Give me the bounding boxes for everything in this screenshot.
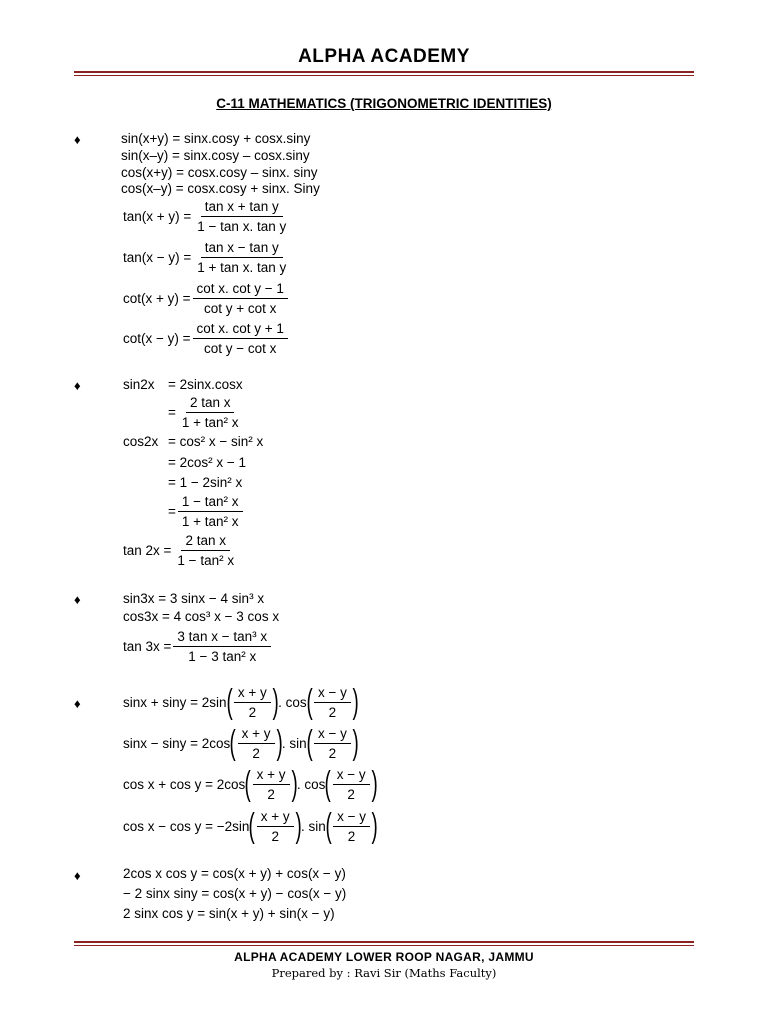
- right-paren: ): [352, 723, 359, 762]
- product-to-sum-3: 2 sinx cos y = sin(x + y) + sin(x − y): [123, 906, 335, 921]
- frac-num: x + y: [257, 808, 294, 827]
- right-paren: ): [371, 806, 378, 845]
- cos2x-eq2: = 2cos² x − 1: [168, 455, 247, 470]
- tan-diff-identity: [123, 239, 292, 276]
- cos2x-den: 1 + tan² x: [181, 514, 239, 529]
- frac-den: 2: [347, 787, 355, 802]
- s2p-1-lhs: sinx + siny = 2sin: [123, 695, 227, 710]
- cot-diff-fraction: [193, 320, 288, 357]
- bullet-4: ♦: [74, 696, 81, 711]
- right-paren: ): [352, 682, 359, 721]
- s2p-3-frac-b: [333, 766, 370, 803]
- tan-sum-num: tan x + tan y: [201, 198, 283, 217]
- sin2x-fraction: [178, 394, 243, 431]
- cot-diff-num: cot x. cot y + 1: [193, 320, 288, 339]
- cot-diff-lhs: cot(x − y) =: [123, 331, 191, 346]
- s2p-4-frac-a: [257, 808, 294, 845]
- sin2x-num: 2 tan x: [186, 394, 235, 413]
- sin2x-den: 1 + tan² x: [181, 415, 239, 430]
- s2p-2-lhs: sinx − siny = 2cos: [123, 736, 231, 751]
- s2p-1-frac-a: [234, 684, 271, 721]
- s2p-3-mid: . cos: [296, 777, 326, 792]
- tan-diff-fraction: [193, 239, 290, 276]
- tan2x-fraction: [173, 532, 238, 569]
- frac-den: 2: [328, 705, 337, 720]
- tan3x-identity: [123, 628, 273, 665]
- left-paren: (: [306, 723, 313, 762]
- frac-den: 2: [252, 746, 260, 761]
- left-paren: (: [229, 723, 237, 762]
- bullet-2: ♦: [74, 378, 81, 393]
- frac-num: x − y: [314, 725, 351, 744]
- cos2x-eq4: [168, 493, 245, 530]
- equals-sign: =: [168, 405, 176, 420]
- cos3x-identity: cos3x = 4 cos³ x − 3 cos x: [123, 609, 280, 624]
- sin2x-lhs: sin2x: [123, 377, 155, 392]
- sin-sum-identity: sin(x+y) = sinx.cosy + cosx.siny: [121, 131, 311, 146]
- footer-divider: [74, 941, 694, 943]
- tan-sum-fraction: [193, 198, 290, 235]
- sin2x-eq2: [168, 394, 245, 431]
- cos2x-lhs: cos2x: [123, 434, 159, 449]
- frac-den: 2: [328, 746, 337, 761]
- s2p-1-frac-b: [314, 684, 351, 721]
- bullet-3: ♦: [74, 592, 81, 607]
- footer-divider-thin: [74, 945, 694, 946]
- tan3x-fraction: [173, 628, 271, 665]
- sin2x-eq1: = 2sinx.cosx: [168, 377, 243, 392]
- frac-den: 2: [271, 829, 279, 844]
- frac-den: 2: [267, 787, 275, 802]
- cos-sum-to-product: [123, 766, 377, 803]
- s2p-1-mid: . cos: [278, 695, 307, 710]
- left-paren: (: [306, 682, 313, 721]
- bullet-5: ♦: [74, 868, 81, 883]
- cot-sum-lhs: cot(x + y) =: [123, 291, 191, 306]
- frac-num: x − y: [333, 766, 370, 785]
- sin-diff-identity: sin(x–y) = sinx.cosy – cosx.siny: [121, 148, 310, 163]
- tan-sum-lhs: tan(x + y) =: [123, 209, 192, 224]
- left-paren: (: [244, 764, 252, 803]
- frac-num: x − y: [333, 808, 370, 827]
- cos2x-eq3: = 1 − 2sin² x: [168, 475, 243, 490]
- page-title: ALPHA ACADEMY: [298, 46, 470, 67]
- frac-den: 2: [248, 705, 257, 720]
- cos2x-eq1: = cos² x − sin² x: [168, 434, 264, 449]
- page-subtitle: C-11 MATHEMATICS (TRIGONOMETRIC IDENTITIES): [216, 96, 552, 111]
- cos2x-num: 1 − tan² x: [178, 493, 243, 512]
- right-paren: ): [276, 723, 283, 762]
- cot-sum-num: cot x. cot y − 1: [193, 280, 288, 299]
- header-divider: [74, 71, 694, 73]
- right-paren: ): [295, 806, 302, 845]
- s2p-4-mid: . sin: [300, 819, 326, 834]
- right-paren: ): [291, 764, 298, 803]
- right-paren: ): [371, 764, 378, 803]
- tan-diff-den: 1 + tan x. tan y: [197, 260, 287, 275]
- cot-diff-identity: [123, 320, 290, 357]
- s2p-3-lhs: cos x + cos y = 2cos: [123, 777, 246, 792]
- tan2x-lhs: tan 2x =: [123, 543, 172, 558]
- product-to-sum-2: − 2 sinx siny = cos(x + y) − cos(x − y): [123, 886, 347, 901]
- s2p-2-frac-b: [314, 725, 351, 762]
- cot-sum-fraction: [193, 280, 288, 317]
- equals-sign: =: [168, 504, 176, 519]
- cos-sum-identity: cos(x+y) = cosx.cosy – sinx. siny: [121, 165, 318, 180]
- left-paren: (: [324, 764, 332, 803]
- tan3x-num: 3 tan x − tan³ x: [173, 628, 271, 647]
- left-paren: (: [248, 806, 256, 845]
- s2p-4-frac-b: [333, 808, 370, 845]
- tan2x-num: 2 tan x: [181, 532, 230, 551]
- bullet-1: ♦: [74, 132, 81, 147]
- sin-diff-to-product: [123, 725, 358, 762]
- s2p-2-mid: . sin: [281, 736, 307, 751]
- frac-num: x + y: [234, 684, 271, 703]
- frac-num: x − y: [314, 684, 351, 703]
- cot-diff-den: cot y − cot x: [204, 341, 277, 356]
- s2p-2-frac-a: [238, 725, 275, 762]
- header-divider-thin: [74, 75, 694, 76]
- cos-diff-to-product: [123, 808, 377, 845]
- tan-sum-identity: [123, 198, 292, 235]
- tan-sum-den: 1 − tan x. tan y: [197, 219, 287, 234]
- frac-num: x + y: [253, 766, 290, 785]
- frac-num: x + y: [238, 725, 275, 744]
- left-paren: (: [226, 682, 233, 721]
- s2p-3-frac-a: [253, 766, 290, 803]
- tan3x-lhs: tan 3x =: [123, 639, 172, 654]
- tan3x-den: 1 − 3 tan² x: [188, 649, 257, 664]
- tan2x-identity: [123, 532, 240, 569]
- sin3x-identity: sin3x = 3 sinx − 4 sin³ x: [123, 591, 265, 606]
- footer-credit: Prepared by : Ravi Sir (Maths Faculty): [271, 966, 497, 980]
- cot-sum-identity: [123, 280, 290, 317]
- s2p-4-lhs: cos x − cos y = −2sin: [123, 819, 250, 834]
- tan-diff-num: tan x − tan y: [201, 239, 283, 258]
- cot-sum-den: cot y + cot x: [204, 301, 277, 316]
- product-to-sum-1: 2cos x cos y = cos(x + y) + cos(x − y): [123, 866, 346, 881]
- tan2x-den: 1 − tan² x: [177, 553, 235, 568]
- right-paren: ): [272, 682, 279, 721]
- tan-diff-lhs: tan(x − y) =: [123, 250, 192, 265]
- frac-den: 2: [347, 829, 356, 844]
- left-paren: (: [325, 806, 332, 845]
- cos2x-fraction: [178, 493, 243, 530]
- sin-sum-to-product: [123, 684, 358, 721]
- footer-address: ALPHA ACADEMY LOWER ROOP NAGAR, JAMMU: [234, 950, 534, 964]
- cos-diff-identity: cos(x–y) = cosx.cosy + sinx. Siny: [121, 181, 320, 196]
